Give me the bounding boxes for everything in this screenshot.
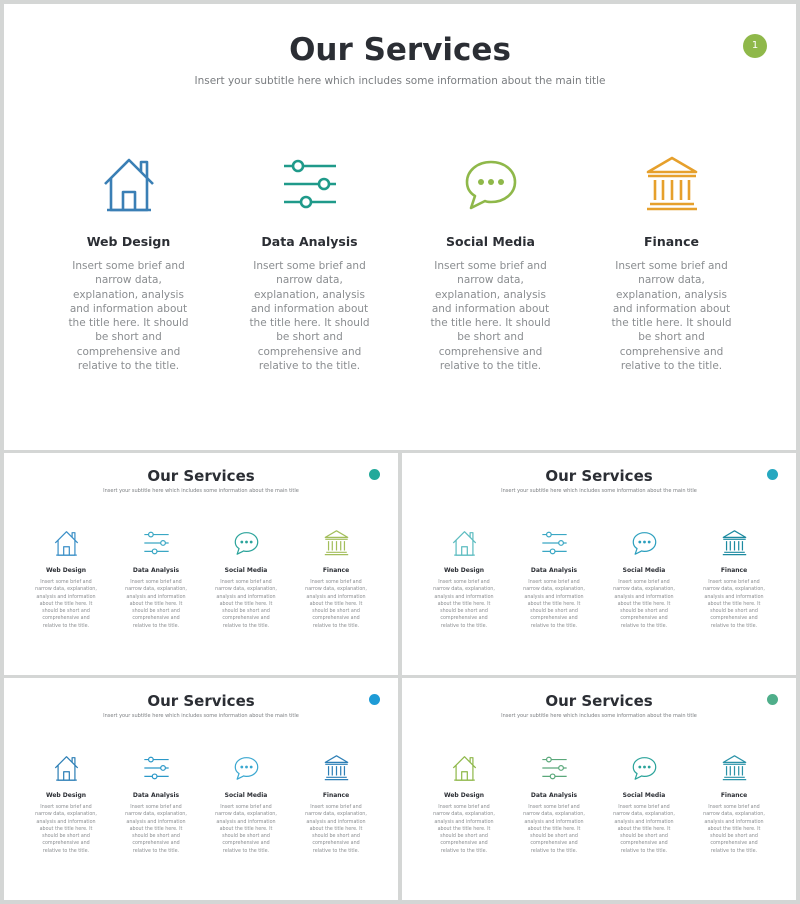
slide-number-badge bbox=[767, 694, 778, 705]
sliders-icon bbox=[143, 753, 170, 782]
bank-icon bbox=[323, 528, 350, 557]
sliders-icon bbox=[541, 753, 568, 782]
service-title: Data Analysis bbox=[261, 234, 358, 249]
slide-subtitle: Insert your subtitle here which includes some information about the main title bbox=[501, 713, 697, 719]
service-web-design bbox=[21, 528, 111, 630]
service-description: Insert some brief and narrow data, explanation, analysis and information about the title here. It should be short and comprehensive and relative to the title. bbox=[215, 805, 277, 854]
service-finance bbox=[291, 753, 381, 855]
slide-number-badge: 1 bbox=[743, 34, 767, 58]
service-description: Insert some brief and narrow data, explanation, analysis and information about the title here. It should be short and comprehensive and relative to the title. bbox=[703, 805, 765, 854]
service-description: Insert some brief and narrow data, explanation, analysis and information about the title here. It should be short and comprehensive and relative to the title. bbox=[215, 580, 277, 629]
slide-main[interactable] bbox=[4, 4, 796, 450]
service-finance bbox=[581, 152, 762, 373]
service-data-analysis bbox=[509, 528, 599, 630]
bank-icon bbox=[721, 528, 748, 557]
house-icon bbox=[53, 528, 80, 557]
service-title: Web Design bbox=[86, 234, 171, 249]
services-row bbox=[21, 753, 381, 855]
slide-thumbnail-4[interactable] bbox=[4, 678, 398, 900]
service-title: Finance bbox=[720, 567, 748, 574]
service-title: Social Media bbox=[224, 792, 268, 799]
service-finance bbox=[689, 528, 779, 630]
service-title: Data Analysis bbox=[530, 567, 578, 574]
service-description: Insert some brief and narrow data, explanation, analysis and information about the title here. It should be short and comprehensive and relative to the title. bbox=[613, 805, 675, 854]
slide-title: Our Services bbox=[289, 32, 511, 68]
service-finance bbox=[291, 528, 381, 630]
service-description: Insert some brief and narrow data, explanation, analysis and information about the title here. It should be short and comprehensive and relative to the title. bbox=[433, 580, 495, 629]
house-icon bbox=[451, 753, 478, 782]
slide-number-badge bbox=[369, 469, 380, 480]
slide-thumbnail-2[interactable] bbox=[4, 453, 398, 675]
chat-bubble-icon bbox=[631, 528, 658, 557]
service-description: Insert some brief and narrow data, explanation, analysis and information about the title here. It should be short and comprehensive and relative to the title. bbox=[433, 805, 495, 854]
service-title: Social Media bbox=[446, 234, 535, 249]
service-title: Social Media bbox=[224, 567, 268, 574]
service-description: Insert some brief and narrow data, explanation, analysis and information about the title here. It should be short and comprehensive and relative to the title. bbox=[523, 805, 585, 854]
service-social-media bbox=[599, 528, 689, 630]
service-social-media bbox=[400, 152, 581, 373]
service-data-analysis bbox=[111, 528, 201, 630]
service-description: Insert some brief and narrow data, explanation, analysis and information about the title here. It should be short and comprehensive and relative to the title. bbox=[613, 580, 675, 629]
service-social-media bbox=[201, 528, 291, 630]
service-social-media bbox=[599, 753, 689, 855]
service-web-design bbox=[419, 753, 509, 855]
services-row bbox=[419, 528, 779, 630]
slide-subtitle: Insert your subtitle here which includes some information about the main title bbox=[103, 713, 299, 719]
service-web-design bbox=[21, 753, 111, 855]
slide-title: Our Services bbox=[147, 467, 255, 485]
service-web-design bbox=[38, 152, 219, 373]
service-title: Web Design bbox=[443, 792, 485, 799]
service-title: Web Design bbox=[45, 567, 87, 574]
slide-title: Our Services bbox=[545, 692, 653, 710]
service-title: Web Design bbox=[45, 792, 87, 799]
chat-bubble-icon bbox=[463, 152, 519, 214]
bank-icon bbox=[721, 753, 748, 782]
sliders-icon bbox=[282, 152, 338, 214]
service-description: Insert some brief and narrow data, explanation, analysis and information about the title here. It should be short and comprehensive and relative to the title. bbox=[35, 805, 97, 854]
service-description: Insert some brief and narrow data, explanation, analysis and information about the title here. It should be short and comprehensive and relative to the title. bbox=[703, 580, 765, 629]
slide-subtitle: Insert your subtitle here which includes some information about the main title bbox=[194, 75, 606, 87]
service-description: Insert some brief and narrow data, explanation, analysis and information about the title here. It should be short and comprehensive and relative to the title. bbox=[249, 260, 370, 373]
slide-subtitle: Insert your subtitle here which includes some information about the main title bbox=[501, 488, 697, 494]
house-icon bbox=[101, 152, 157, 214]
sliders-icon bbox=[541, 528, 568, 557]
service-title: Data Analysis bbox=[530, 792, 578, 799]
service-data-analysis bbox=[111, 753, 201, 855]
service-title: Web Design bbox=[443, 567, 485, 574]
services-row bbox=[21, 528, 381, 630]
bank-icon bbox=[323, 753, 350, 782]
service-web-design bbox=[419, 528, 509, 630]
service-title: Data Analysis bbox=[132, 567, 180, 574]
service-social-media bbox=[201, 753, 291, 855]
chat-bubble-icon bbox=[233, 753, 260, 782]
services-row bbox=[38, 152, 762, 373]
slide-number-badge bbox=[767, 469, 778, 480]
slide-title: Our Services bbox=[147, 692, 255, 710]
service-description: Insert some brief and narrow data, explanation, analysis and information about the title here. It should be short and comprehensive and relative to the title. bbox=[523, 580, 585, 629]
house-icon bbox=[53, 753, 80, 782]
service-title: Finance bbox=[644, 234, 699, 249]
service-description: Insert some brief and narrow data, explanation, analysis and information about the title here. It should be short and comprehensive and relative to the title. bbox=[35, 580, 97, 629]
sliders-icon bbox=[143, 528, 170, 557]
service-description: Insert some brief and narrow data, explanation, analysis and information about the title here. It should be short and comprehensive and relative to the title. bbox=[305, 805, 367, 854]
service-title: Social Media bbox=[622, 567, 666, 574]
service-title: Social Media bbox=[622, 792, 666, 799]
service-description: Insert some brief and narrow data, explanation, analysis and information about the title here. It should be short and comprehensive and relative to the title. bbox=[125, 580, 187, 629]
slide-thumbnail-3[interactable] bbox=[402, 453, 796, 675]
service-description: Insert some brief and narrow data, explanation, analysis and information about the title here. It should be short and comprehensive and relative to the title. bbox=[430, 260, 551, 373]
service-title: Finance bbox=[720, 792, 748, 799]
slide-number-badge bbox=[369, 694, 380, 705]
service-title: Data Analysis bbox=[132, 792, 180, 799]
chat-bubble-icon bbox=[631, 753, 658, 782]
service-title: Finance bbox=[322, 792, 350, 799]
slide-thumbnail-5[interactable] bbox=[402, 678, 796, 900]
service-finance bbox=[689, 753, 779, 855]
service-description: Insert some brief and narrow data, explanation, analysis and information about the title here. It should be short and comprehensive and relative to the title. bbox=[611, 260, 732, 373]
service-description: Insert some brief and narrow data, explanation, analysis and information about the title here. It should be short and comprehensive and relative to the title. bbox=[68, 260, 189, 373]
house-icon bbox=[451, 528, 478, 557]
service-description: Insert some brief and narrow data, explanation, analysis and information about the title here. It should be short and comprehensive and relative to the title. bbox=[305, 580, 367, 629]
bank-icon bbox=[644, 152, 700, 214]
service-title: Finance bbox=[322, 567, 350, 574]
service-data-analysis bbox=[509, 753, 599, 855]
service-data-analysis bbox=[219, 152, 400, 373]
slide-subtitle: Insert your subtitle here which includes some information about the main title bbox=[103, 488, 299, 494]
services-row bbox=[419, 753, 779, 855]
slide-title: Our Services bbox=[545, 467, 653, 485]
chat-bubble-icon bbox=[233, 528, 260, 557]
service-description: Insert some brief and narrow data, explanation, analysis and information about the title here. It should be short and comprehensive and relative to the title. bbox=[125, 805, 187, 854]
